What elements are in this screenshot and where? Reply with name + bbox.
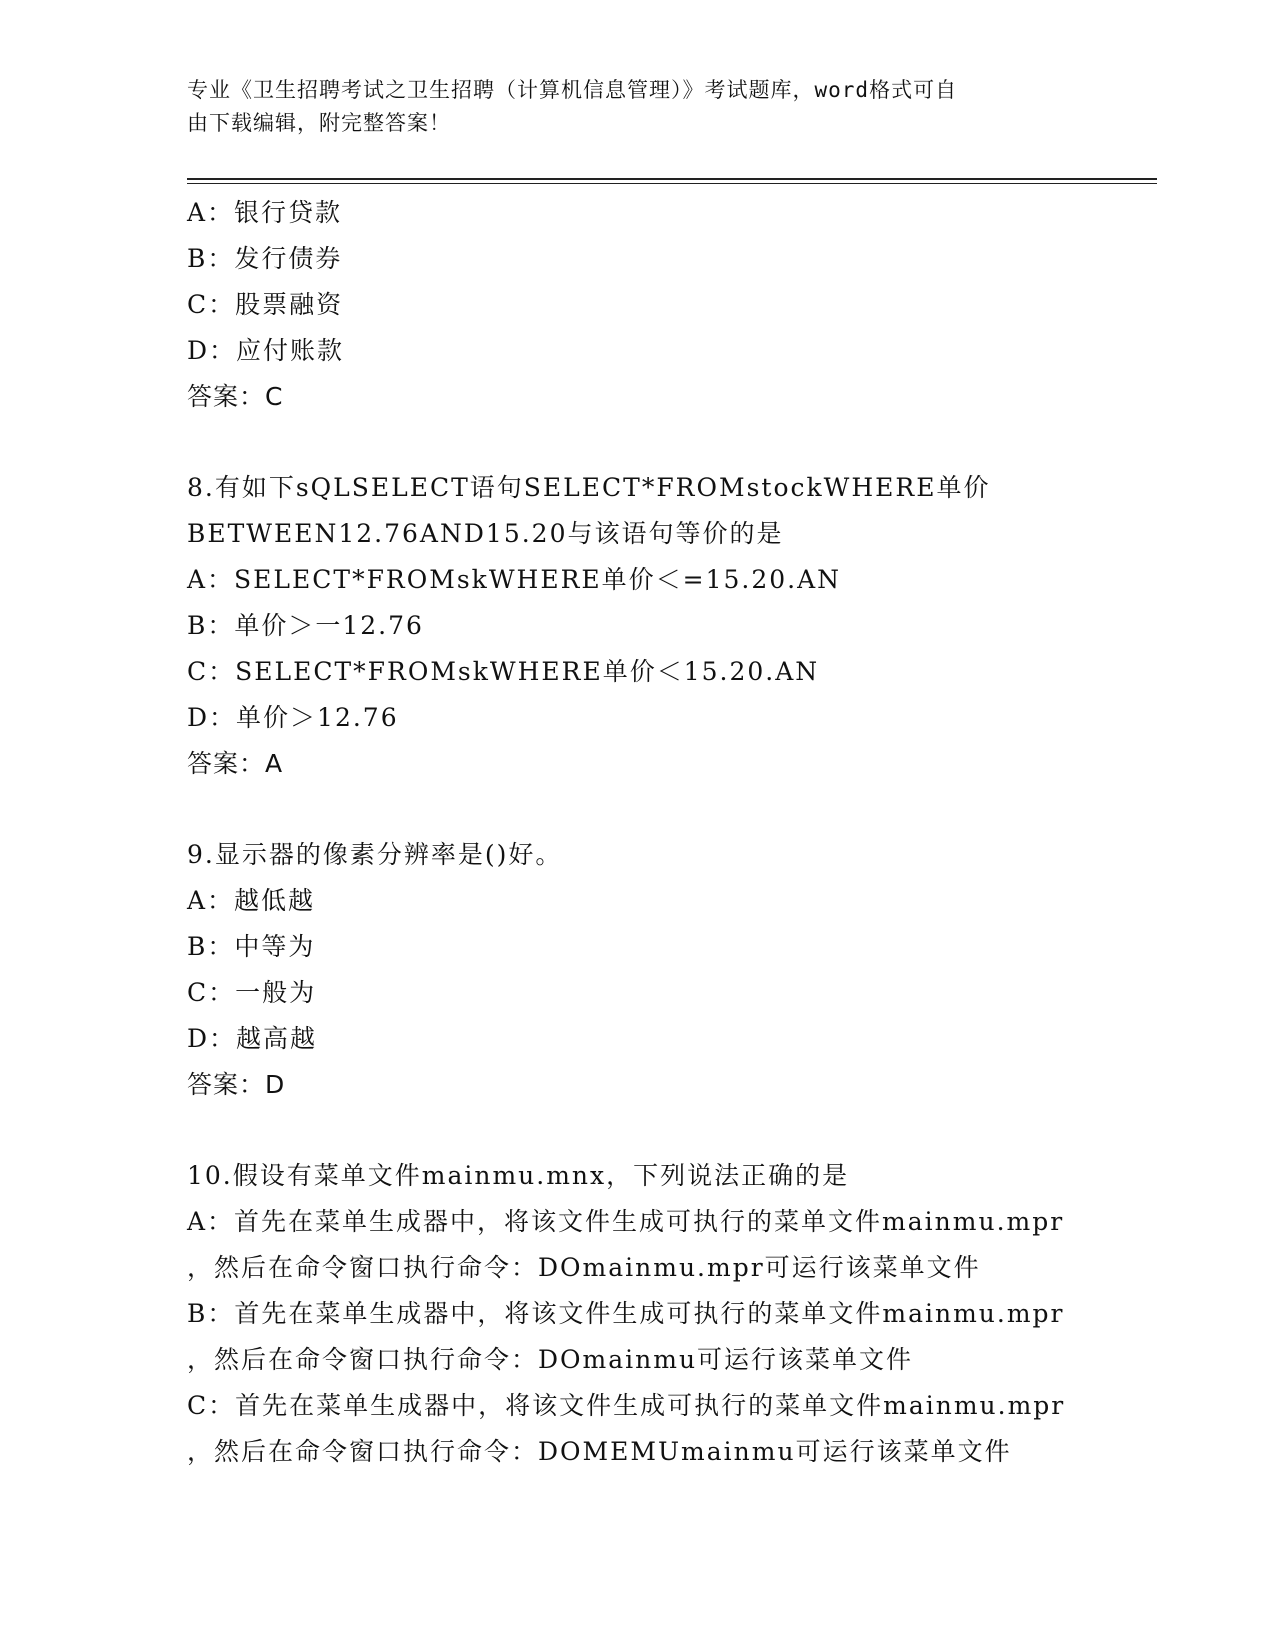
option-c: C：一般为: [187, 978, 317, 1007]
question-9-block: [187, 832, 1137, 1108]
option-d: D：单价＞12.76: [187, 703, 399, 732]
answer-line: 答案：D: [187, 1070, 286, 1099]
answer-line: 答案：A: [187, 749, 284, 778]
option-c: C：SELECT*FROMskWHERE单价＜15.20.AN: [187, 657, 820, 686]
question-8-block: [187, 465, 1137, 787]
option-a-continued: ，然后在命令窗口执行命令：DOmainmu.mpr可运行该菜单文件: [187, 1253, 981, 1282]
option-a: A：SELECT*FROMskWHERE单价＜=15.20.AN: [187, 565, 842, 594]
question-stem: 10.假设有菜单文件mainmu.mnx，下列说法正确的是: [187, 1161, 850, 1190]
question-10-block: [187, 1153, 1137, 1475]
question-stem: 8.有如下sQLSELECT语句SELECT*FROMstockWHERE单价: [187, 473, 991, 502]
question-stem: 9.显示器的像素分辨率是()好。: [187, 840, 563, 869]
option-b: B：单价＞一12.76: [187, 611, 424, 640]
header-line-2: 由下载编辑，附完整答案！: [187, 111, 451, 135]
option-d: D：越高越: [187, 1024, 318, 1053]
header-divider-thin: [187, 183, 1157, 184]
spacer: [187, 1108, 1137, 1153]
header-divider-thick: [187, 178, 1157, 180]
option-b: B：中等为: [187, 932, 316, 961]
option-c: C：首先在菜单生成器中，将该文件生成可执行的菜单文件mainmu.mpr: [187, 1391, 1066, 1420]
option-c-continued: ，然后在命令窗口执行命令：DOMEMUmainmu可运行该菜单文件: [187, 1437, 1012, 1466]
option-b: B：发行债券: [187, 244, 343, 273]
question-7-block: [187, 190, 1137, 420]
spacer: [187, 420, 1137, 465]
question-stem-continued: BETWEEN12.76AND15.20与该语句等价的是: [187, 519, 784, 548]
spacer: [187, 787, 1137, 832]
answer-line: 答案：C: [187, 382, 284, 411]
option-c: C：股票融资: [187, 290, 344, 319]
option-b-continued: ，然后在命令窗口执行命令：DOmainmu可运行该菜单文件: [187, 1345, 914, 1374]
option-a: A：首先在菜单生成器中，将该文件生成可执行的菜单文件mainmu.mpr: [187, 1207, 1065, 1236]
option-a: A：越低越: [187, 886, 316, 915]
document-header: [187, 74, 1067, 140]
header-line-1: 专业《卫生招聘考试之卫生招聘（计算机信息管理）》考试题库，word格式可自: [187, 78, 958, 102]
option-a: A：银行贷款: [187, 198, 343, 227]
question-list: [187, 190, 1137, 1475]
option-d: D：应付账款: [187, 336, 345, 365]
option-b: B：首先在菜单生成器中，将该文件生成可执行的菜单文件mainmu.mpr: [187, 1299, 1065, 1328]
